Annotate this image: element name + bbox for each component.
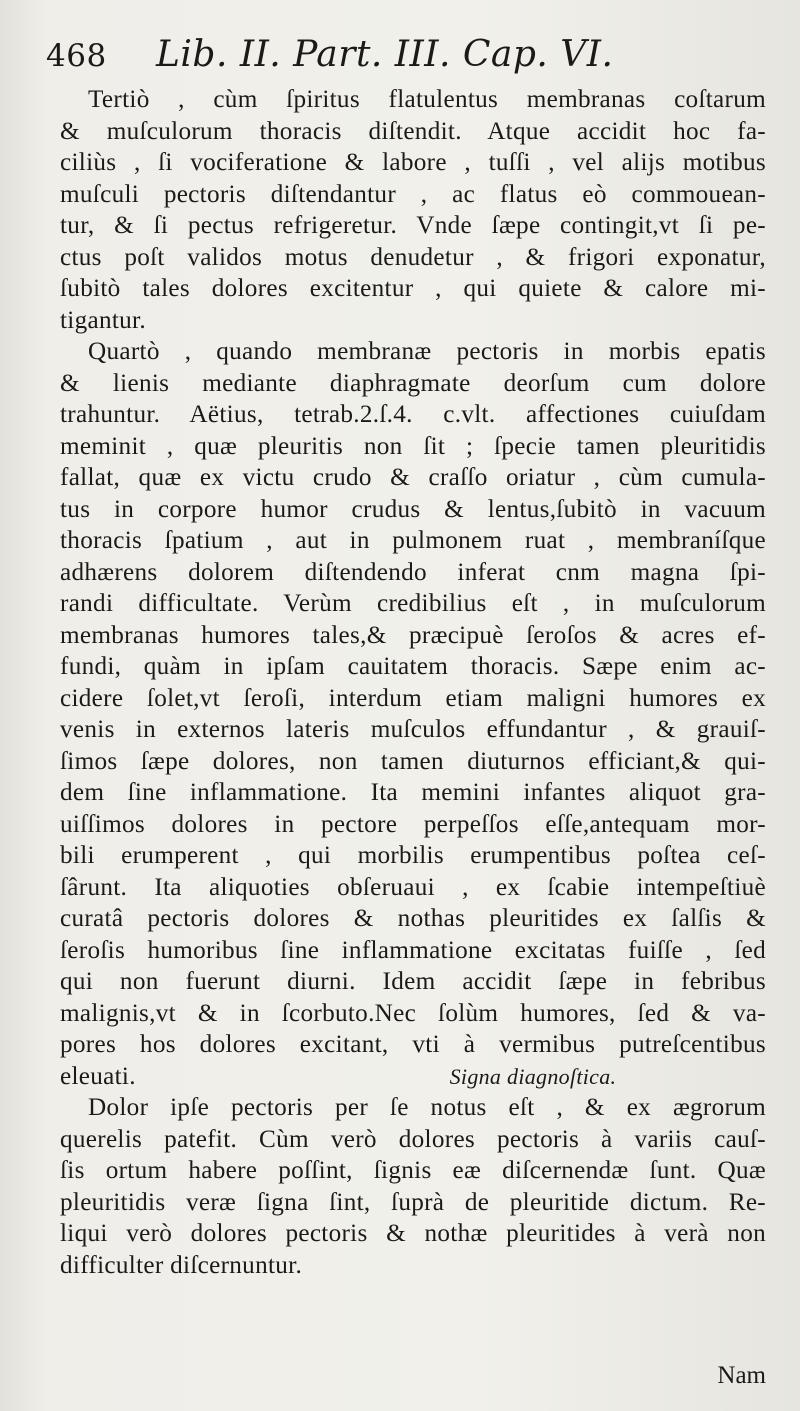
- text-line: Quartò , quando membranæ pectoris in morbis epatis: [88, 338, 766, 365]
- body-text: [60, 84, 766, 1281]
- text-line: venis in externos lateris muſculos effundantur , & grauiſ-: [60, 716, 766, 743]
- text-line: curatâ pectoris dolores & nothas pleuritides ex ſalſis &: [60, 905, 766, 932]
- text-line: tur, & ſi pectus refrigeretur. Vnde ſæpe contingit,vt ſi pe-: [60, 212, 766, 239]
- paragraph-quarto: [60, 336, 766, 1092]
- text-line: randi difficultate. Verùm credibilius eſt , in muſculorum: [60, 590, 766, 617]
- text-line: ſimos ſæpe dolores, non tamen diuturnos efficiant,& qui-: [60, 747, 766, 775]
- running-head: [46, 34, 766, 84]
- text-line: ſubitò tales dolores excitentur , qui quiete & calore mi-: [60, 275, 766, 302]
- text-line: muſculi pectoris diſtendantur , ac flatus eò commouean-: [60, 180, 766, 208]
- page-number: 468: [46, 38, 107, 74]
- text-line: uiſſimos dolores in pectore perpeſſos eſſe,antequam mor-: [60, 810, 766, 838]
- text-line: meminit , quæ pleuritis non ſit ; ſpecie tamen pleuritidis: [60, 432, 766, 460]
- text-line: fallat, quæ ex victu crudo & craſſo oriatur , cùm cumula-: [60, 464, 766, 491]
- text-line: trahuntur. Aëtius, tetrab.2.ſ.4. c.vlt. affectiones cuiuſdam: [60, 401, 766, 428]
- text-line: cidere ſolet,vt ſeroſi, interdum etiam maligni humores ex: [60, 684, 766, 712]
- text-line: qui non fuerunt diurni. Idem accidit ſæpe in febribus: [60, 968, 766, 995]
- catchword: Nam: [717, 1362, 766, 1389]
- section-heading: Signa diagnoſtica.: [449, 1063, 617, 1089]
- text-line: liqui verò dolores pectoris & nothæ pleuritides à verà non: [60, 1220, 766, 1247]
- text-line: adhærens dolorem diſtendendo inferat cnm magna ſpi-: [60, 558, 766, 586]
- text-line: bili erumperent , qui morbilis erumpentibus poſtea ceſ-: [60, 842, 766, 869]
- text-line: tus in corpore humor crudus & lentus,ſubitò in vacuum: [60, 495, 766, 523]
- text-line: ciliùs , ſi vociferatione & labore , tuſſi , vel alijs motibus: [60, 149, 766, 176]
- running-title: Lib. II. Part. III. Cap. VI.: [156, 34, 614, 75]
- text-line: ſis ortum habere poſſint, ſignis eæ diſcernendæ ſunt. Quæ: [60, 1157, 766, 1184]
- text-line: pores hos dolores excitant, vti à vermibus putreſcentibus: [60, 1031, 766, 1058]
- text-line: querelis patefit. Cùm verò dolores pectoris à variis cauſ-: [60, 1125, 766, 1153]
- text-line: Dolor ipſe pectoris per ſe notus eſt , & ex ægrorum: [88, 1094, 766, 1121]
- text-line: ſârunt. Ita aliquoties obſeruaui , ex ſcabie intempeſtiuè: [60, 873, 766, 901]
- text-line: ſeroſis humoribus ſine inflammatione excitatas fuiſſe , ſed: [60, 936, 766, 964]
- text-line: dem ſine inflammatione. Ita memini infantes aliquot gra-: [60, 779, 766, 806]
- text-line: & lienis mediante diaphragmate deorſum cum dolore: [60, 369, 766, 397]
- text-line: & muſculorum thoracis diſtendit. Atque accidit hoc fa-: [60, 117, 766, 145]
- paragraph-dolor: [60, 1092, 766, 1281]
- text-line: Tertiò , cùm ſpiritus flatulentus membranas coſtarum: [88, 86, 766, 113]
- paragraph-tertio: [60, 84, 766, 336]
- text-line: malignis,vt & in ſcorbuto.Nec ſolùm humores, ſed & va-: [60, 999, 766, 1027]
- text-line: ctus poſt validos motus denudetur , & frigori exponatur,: [60, 243, 766, 271]
- text-line: fundi, quàm in ipſam cauitatem thoracis. Sæpe enim ac-: [60, 653, 766, 680]
- text-line: pleuritidis veræ ſigna ſint, ſuprà de pleuritide dictum. Re-: [60, 1188, 766, 1216]
- text-line: eleuati.: [60, 1062, 136, 1090]
- text-line: tigantur.: [60, 306, 146, 334]
- text-line: membranas humores tales,& præcipuè ſeroſos & acres ef-: [60, 621, 766, 649]
- text-line: thoracis ſpatium , aut in pulmonem ruat , membraníſque: [60, 527, 766, 554]
- text-line: difficulter diſcernuntur.: [60, 1251, 303, 1279]
